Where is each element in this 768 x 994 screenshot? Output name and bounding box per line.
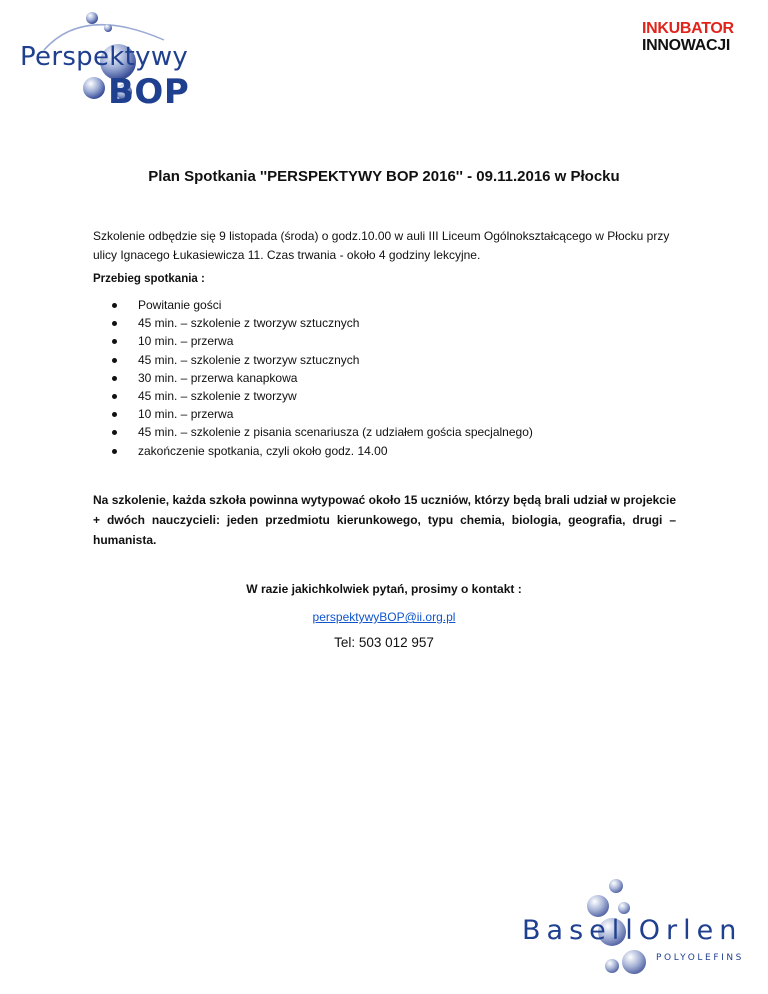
intro-paragraph: Szkolenie odbędzie się 9 listopada (środa) o godz.10.00 w auli III Liceum Ogólnokształcącego w Płocku przy ulicy Ignacego Łukasiewicza 11. Czas trwania - około 4 godziny lekcyjne. — [93, 229, 670, 262]
bullet-icon — [112, 449, 117, 454]
bullet-icon — [112, 412, 117, 417]
perspektywy-logo-text: Perspektywy — [20, 42, 189, 72]
list-item: 10 min. – przerwa — [110, 332, 533, 350]
bullet-icon — [112, 321, 117, 326]
list-item: 30 min. – przerwa kanapkowa — [110, 369, 533, 387]
basell-orlen-logo — [512, 870, 757, 980]
bullet-icon — [112, 376, 117, 381]
bullet-icon — [112, 358, 117, 363]
contact-phone: Tel: 503 012 957 — [334, 635, 434, 650]
inkubator-innowacji-logo — [640, 20, 744, 70]
list-item: Powitanie gości — [110, 296, 533, 314]
polyolefins-logo-text: POLYOLEFINS — [656, 953, 744, 963]
list-item: 10 min. – przerwa — [110, 405, 533, 423]
list-item: zakończenie spotkania, czyli około godz. 14.00 — [110, 442, 533, 460]
bullet-icon — [112, 339, 117, 344]
contact-email-link[interactable]: perspektywyBOP@ii.org.pl — [312, 610, 456, 624]
document-title: Plan Spotkania ''PERSPEKTYWY BOP 2016'' - 09.11.2016 w Płocku — [148, 168, 620, 185]
inkubator-logo-text: INKUBATOR — [642, 20, 734, 37]
bullet-icon — [112, 303, 117, 308]
agenda-label: Przebieg spotkania : — [93, 273, 205, 285]
bop-logo-text: BOP — [108, 72, 190, 112]
list-item: 45 min. – szkolenie z tworzyw — [110, 387, 533, 405]
bullet-icon — [112, 430, 117, 435]
list-item: 45 min. – szkolenie z pisania scenariusza (z udziałem gościa specjalnego) — [110, 423, 533, 441]
innowacji-logo-text: INNOWACJI — [642, 37, 730, 54]
agenda-list — [110, 296, 533, 460]
bullet-icon — [112, 394, 117, 399]
basell-orlen-logo-text: BasellOrlen — [522, 915, 743, 946]
perspektywy-bop-logo — [14, 10, 194, 110]
contact-label: W razie jakichkolwiek pytań, prosimy o kontakt : — [246, 582, 522, 596]
list-item: 45 min. – szkolenie z tworzyw sztucznych — [110, 314, 533, 332]
participants-note: Na szkolenie, każda szkoła powinna wytypować około 15 uczniów, którzy będą brali udział w projekcie + dwóch nauczycieli: jeden przedmiotu kierunkowego, typu chemia, biologia, geografia, drugi – humanista. — [93, 493, 676, 547]
list-item: 45 min. – szkolenie z tworzyw sztucznych — [110, 351, 533, 369]
